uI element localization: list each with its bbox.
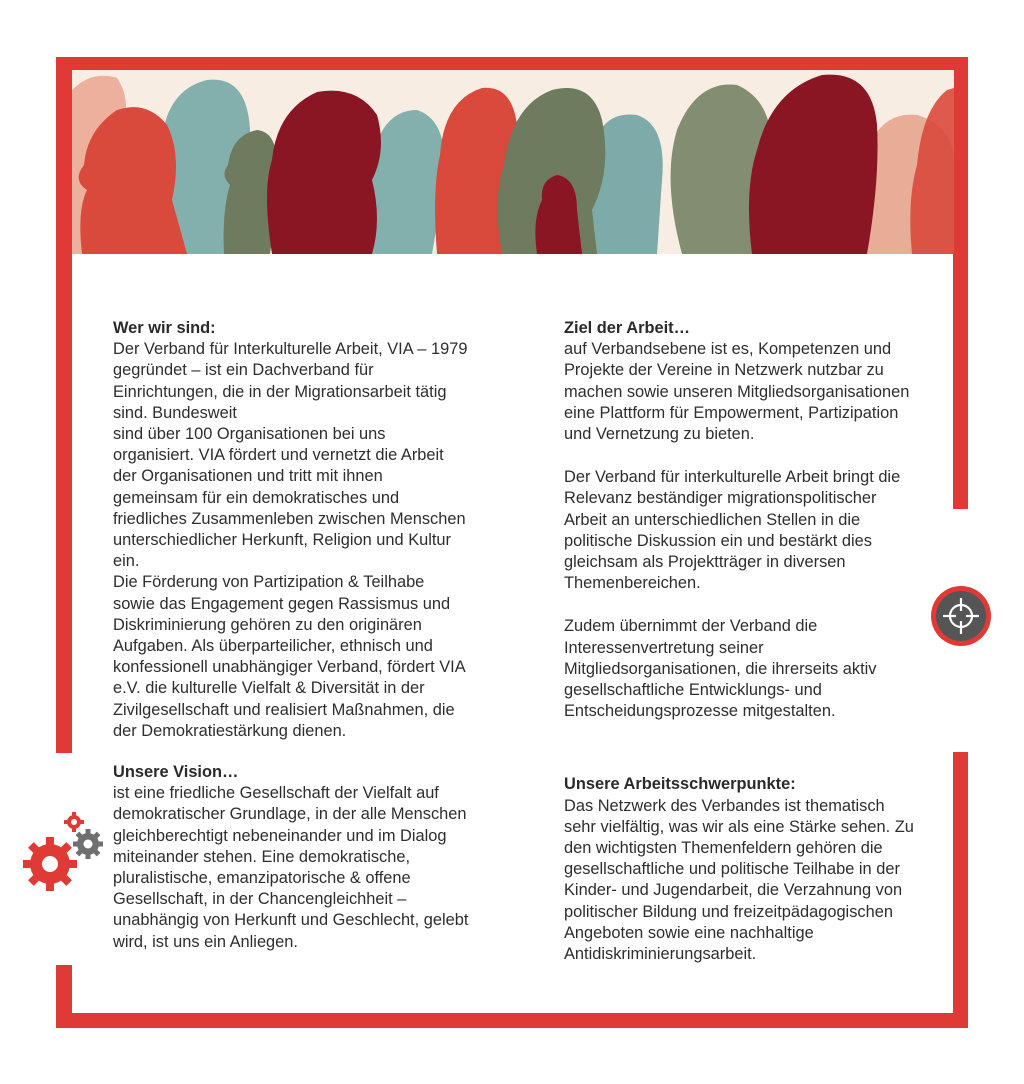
goal-paragraph-2: Der Verband für interkulturelle Arbeit bringt die Relevanz beständiger migrationspolitischer Arbeit an unterschiedlichen Stellen in die politische Diskussion ein und bestärkt dies gleichsam als Projektträger in diversen Themenbereichen.: [564, 468, 901, 593]
goal-heading: Ziel der Arbeit…: [564, 319, 690, 337]
left-column: [113, 318, 469, 953]
about-heading: Wer wir sind:: [113, 319, 216, 337]
goal-paragraph-3: Zudem übernimmt der Verband die Interessenvertretung seiner Mitgliedsorganisationen, die ihrerseits aktiv gesellschaftliche Entwicklungs- und Entscheidungsprozesse mitgestalten.: [564, 617, 877, 721]
silhouettes-illustration: [72, 70, 954, 254]
gears-icon: [22, 810, 108, 894]
about-body: Der Verband für Interkulturelle Arbeit, VIA – 1979 gegründet – ist ein Dachverband für Einrichtungen, die in der Migrationsarbeit tätig sind. Bundesweit sind über 100 Organisationen bei uns organisiert. VIA fördert und vernetzt die Arbeit der Organisationen und tritt mit ihnen gemeinsam für ein demokratisches und friedliches Zusammenleben zwischen Menschen unterschiedlicher Herkunft, Religion und Kultur ein. Die Förderung von Partizipation & Teilhabe sowie das Engagement gegen Rassismus und Diskriminierung gehören zu den originären Aufgaben. Als überparteilicher, ethnisch und konfessionell unabhängiger Verband, fördert VIA e.V. die kulturelle Vielfalt & Diversität in der Zivilgesellschaft und realisiert Maßnahmen, die der Demokratiestärkung dienen.: [113, 340, 468, 740]
frame-left-upper: [56, 57, 72, 753]
goal-paragraph-1: auf Verbandsebene ist es, Kompetenzen und Projekte der Vereine in Netzwerk nutzbar zu machen sowie unseren Mitgliedsorganisationen eine Plattform für Empowerment, Partizipation und Vernetzung zu bieten.: [564, 340, 910, 444]
vision-body: ist eine friedliche Gesellschaft der Vielfalt auf demokratischer Grundlage, in der alle Menschen gleichberechtigt nebeneinander und im Dialog miteinander stehen. Eine demokratische, pluralistische, emanzipatorische & offene Gesellschaft, in der Chancengleichheit – unabhängig von Herkunft und Geschlecht, gelebt wird, ist uns ein Anliegen.: [113, 784, 469, 951]
people-silhouettes-banner: [72, 70, 954, 254]
frame-right-upper: [953, 57, 968, 509]
frame-right-lower: [953, 752, 968, 1028]
frame-bottom: [56, 1013, 968, 1028]
focus-heading: Unsere Arbeitsschwerpunkte:: [564, 775, 796, 794]
focus-body: Das Netzwerk des Verbandes ist thematisch sehr vielfältig, was wir als eine Stärke sehen. Zu den wichtigsten Themenfeldern gehören die gesellschaftliche und politische Teilhabe in der Kinder- und Jugendarbeit, die Verzahnung von politischer Bildung und freizeitpädagogischen Angeboten sowie eine nachhaltige Antidiskriminierungsarbeit.: [564, 796, 914, 964]
vision-heading: Unsere Vision…: [113, 763, 239, 782]
right-column: [564, 318, 920, 965]
crosshair-target-icon: [930, 585, 992, 647]
